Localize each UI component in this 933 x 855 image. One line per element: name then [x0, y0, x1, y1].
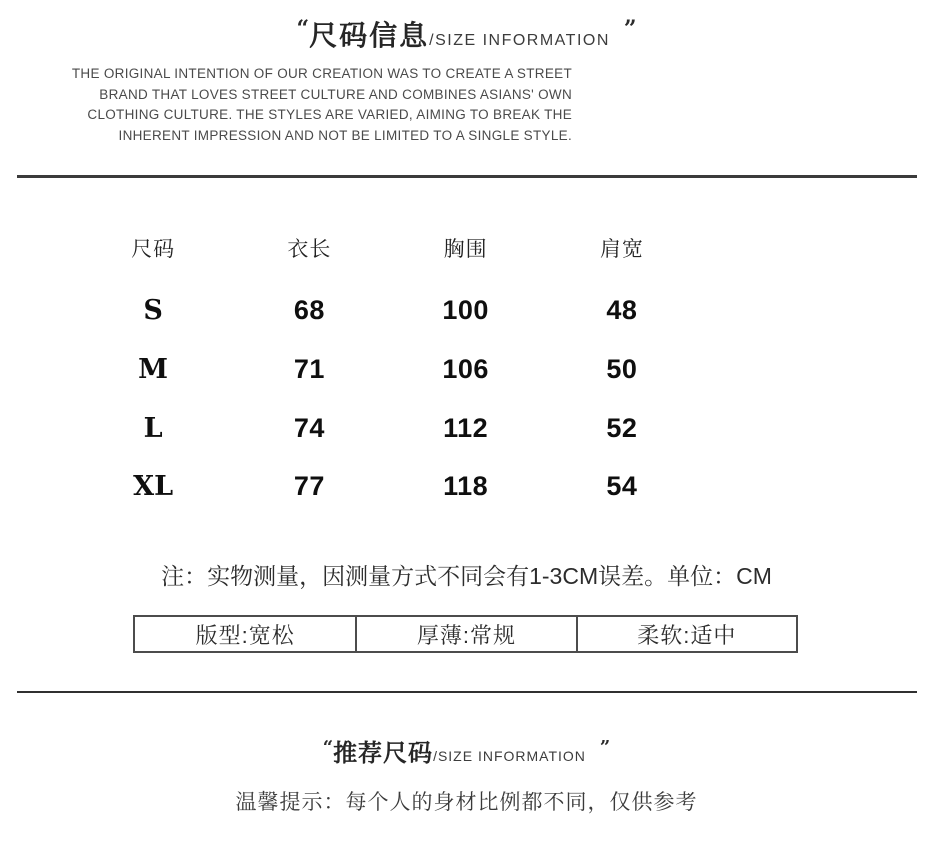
length-value: 74	[293, 413, 325, 443]
close-quote-mark: ”	[599, 737, 611, 758]
recommend-title-zh: 推荐尺码	[333, 740, 434, 767]
column-header-length: 衣长	[287, 238, 332, 261]
shoulder-value: 54	[606, 471, 638, 501]
chest-value: 112	[443, 413, 489, 443]
divider-bottom	[17, 691, 917, 693]
table-row	[75, 413, 700, 444]
length-value: 68	[293, 295, 325, 325]
table-row	[75, 471, 700, 502]
section-title-zh: 尺码信息	[309, 20, 430, 51]
open-quote-mark: “	[296, 16, 310, 42]
close-quote-mark: ”	[623, 16, 637, 42]
section-title-en: /SIZE INFORMATION	[429, 32, 610, 49]
column-header-shoulder: 肩宽	[599, 238, 644, 261]
divider-top	[17, 175, 917, 178]
section-title-recommended-size	[0, 733, 933, 768]
recommend-title-en: /SIZE INFORMATION	[433, 748, 586, 764]
shoulder-value: 52	[606, 413, 638, 443]
size-value: XL	[133, 471, 174, 502]
table-row	[75, 354, 700, 385]
attribute-thickness: 厚薄:常规	[355, 617, 575, 651]
open-quote-mark: “	[322, 737, 334, 758]
chest-value: 118	[443, 471, 489, 501]
length-value: 77	[293, 471, 325, 501]
attribute-softness: 柔软:适中	[576, 617, 796, 651]
garment-attributes-table	[133, 615, 798, 653]
column-header-chest: 胸围	[443, 238, 488, 261]
size-value: S	[143, 295, 163, 326]
shoulder-value: 50	[606, 354, 638, 384]
friendly-tip: 温馨提示：每个人的身材比例都不同，仅供参考	[235, 791, 698, 814]
size-table-header	[75, 233, 700, 263]
chest-value: 106	[442, 354, 489, 384]
size-value: M	[138, 354, 169, 385]
column-header-size: 尺码	[131, 238, 176, 261]
table-row	[75, 295, 700, 326]
section-title-size-information	[0, 14, 933, 54]
shoulder-value: 48	[606, 295, 638, 325]
chest-value: 100	[442, 295, 489, 325]
length-value: 71	[293, 354, 325, 384]
measurement-note: 注：实物测量，因测量方式不同会有1-3CM误差。单位：CM	[161, 563, 772, 589]
brand-intro-paragraph: THE ORIGINAL INTENTION OF OUR CREATION WAS TO CREATE A STREET BRAND THAT LOVES STREET CULTURE AND COMBINES ASIANS' OWN CLOTHING CULTURE. THE STYLES ARE VARIED, AIMING TO BREAK THE INHERENT IMPRESSION AND NOT BE LIMITED TO A SINGLE STYLE.	[71, 66, 572, 143]
attribute-fit: 版型:宽松	[195, 622, 295, 648]
size-value: L	[143, 413, 163, 444]
